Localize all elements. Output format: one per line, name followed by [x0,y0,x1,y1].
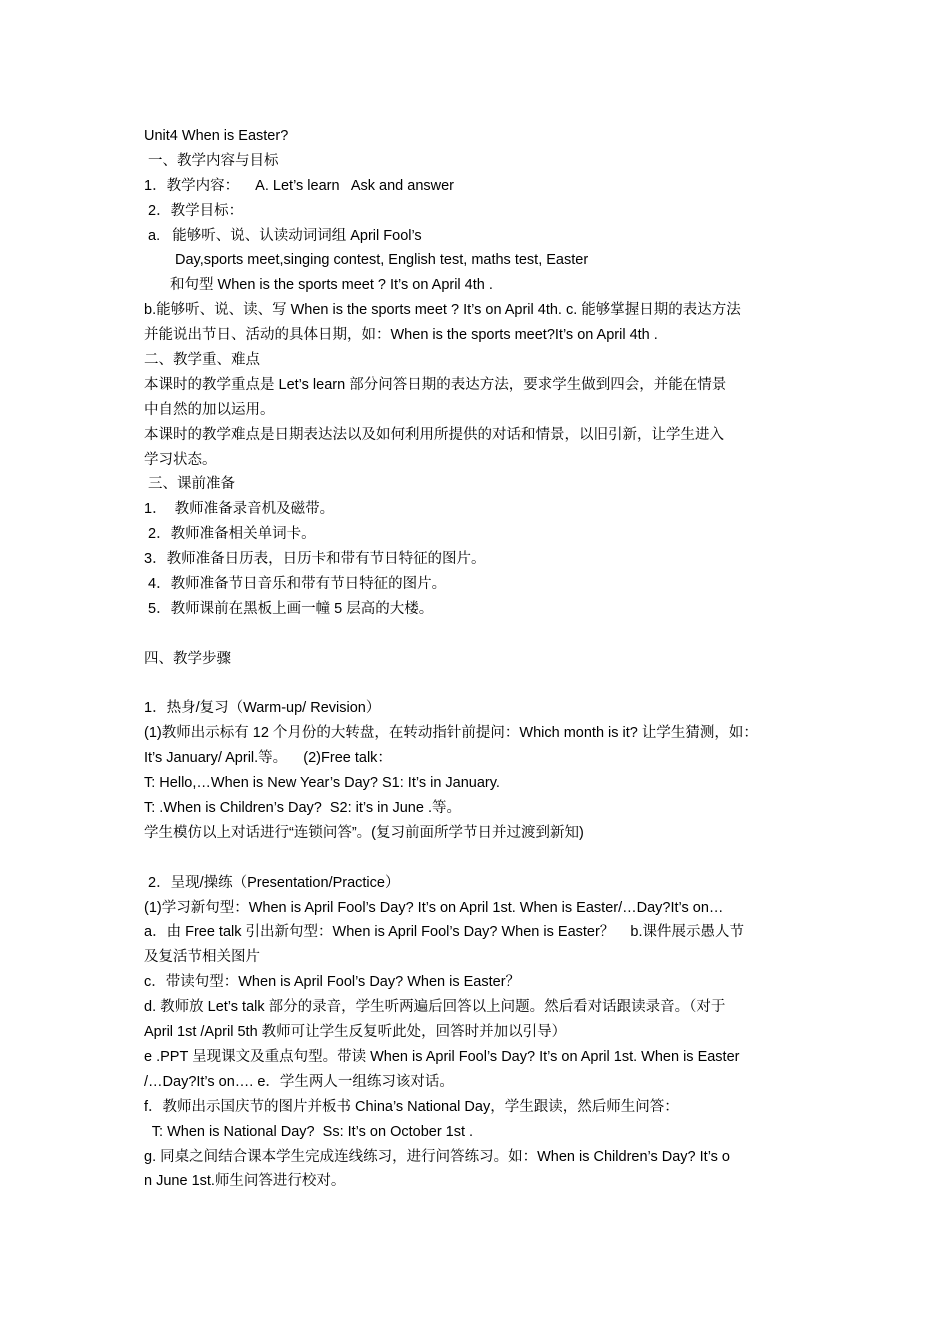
text-line: 学生模仿以上对话进行“连锁问答”。(复习前面所学节日并过渡到新知) [144,825,584,841]
text-line: /…Day?It’s on…. e．学生两人一组练习该对话。 [144,1074,454,1090]
text-line: e .PPT 呈现课文及重点句型。带读 When is April Fool’s Day? It’s on April 1st. When is Easter [144,1049,740,1065]
list-item: 3．教师准备日历表，日历卡和带有节日特征的图片。 [144,551,486,567]
text-line: 本课时的教学难点是日期表达法以及如何利用所提供的对话和情景，以旧引新，让学生进入 [144,427,724,443]
text-line: a. 能够听、说、认读动词词组 April Fool’s [144,228,422,244]
step-heading: 2．呈现/操练（Presentation/Practice） [144,875,400,891]
text-line: n June 1st.师生问答进行校对。 [144,1173,346,1189]
text-line: 2．教学目标： [144,203,244,219]
section-heading-3: 三、课前准备 [144,476,236,492]
text-line: April 1st /April 5th 教师可让学生反复听此处，回答时并加以引导） [144,1024,567,1040]
text-line: a．由 Free talk 引出新句型：When is April Fool’s Day? When is Easter？ b.课件展示愚人节 [144,924,745,940]
text-line: c．带读句型：When is April Fool’s Day? When is Easter？ [144,974,521,990]
text-line: (1)学习新句型：When is April Fool’s Day? It’s on April 1st. When is Easter/…Day?It’s on… [144,900,724,916]
list-item: 1． 教师准备录音机及磁带。 [144,501,335,517]
text-line: d. 教师放 Let’s talk 部分的录音，学生听两遍后回答以上问题。然后看对话跟读录音。（对于 [144,999,726,1015]
unit-title: Unit4 When is Easter? [144,128,289,144]
list-item: 2．教师准备相关单词卡。 [144,526,316,542]
text-line: 1．教学内容： A. Let’s learn Ask and answer [144,178,454,194]
step-heading: 1．热身/复习（Warm-up/ Revision） [144,700,381,716]
text-line: b.能够听、说、读、写 When is the sports meet ? It’s on April 4th. c. 能够掌握日期的表达方法 [144,302,741,318]
text-line: Day,sports meet,singing contest, English test, maths test, Easter [175,252,589,268]
text-line: 并能说出节日、活动的具体日期，如：When is the sports meet?It’s on April 4th . [144,327,658,343]
text-line: 中自然的加以运用。 [144,402,275,418]
list-item: 4．教师准备节日音乐和带有节日特征的图片。 [144,576,447,592]
text-line: T: Hello,…When is New Year’s Day? S1: It’s in January. [144,775,500,791]
text-line: It’s January/ April.等。 (2)Free talk： [144,750,392,766]
text-line: f．教师出示国庆节的图片并板书 China’s National Day，学生跟读，然后师生问答： [144,1099,679,1115]
text-line: 和句型 When is the sports meet ? It’s on April 4th . [170,277,493,293]
section-heading-2: 二、教学重、难点 [144,352,260,368]
section-heading-4: 四、教学步骤 [144,651,231,667]
text-line: 学习状态。 [144,452,217,468]
text-line: 及复活节相关图片 [144,949,260,965]
list-item: 5．教师课前在黑板上画一幢 5 层高的大楼。 [144,601,434,617]
text-line: T: When is National Day? Ss: It’s on October 1st . [144,1124,474,1140]
text-line: (1)教师出示标有 12 个月份的大转盘，在转动指针前提问：Which month is it? 让学生猜测，如： [144,725,758,741]
text-line: g. 同桌之间结合课本学生完成连线练习，进行问答练习。如：When is Children’s Day? It’s o [144,1149,731,1165]
section-heading-1: 一、教学内容与目标 [144,153,279,169]
text-line: T: .When is Children’s Day? S2: it’s in June .等。 [144,800,461,816]
text-line: 本课时的教学重点是 Let’s learn 部分问答日期的表达方法，要求学生做到四会，并能在情景 [144,377,727,393]
